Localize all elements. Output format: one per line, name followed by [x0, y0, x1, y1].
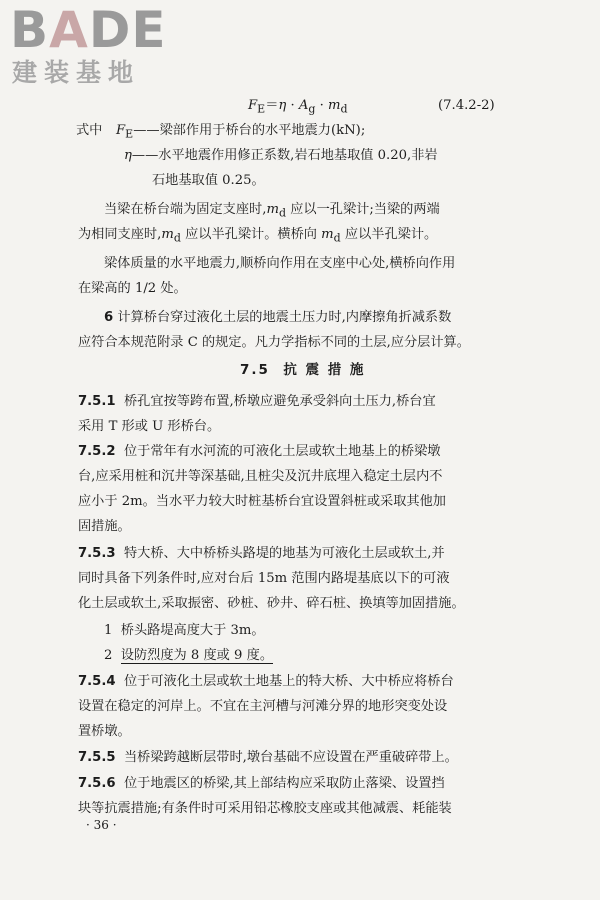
clause-7-5-3-item-2: 2 设防烈度为 8 度或 9 度。 [104, 648, 274, 663]
clause-7-5-3-cont-2: 化土层或软土,采取振密、砂桩、砂井、碎石桩、换填等加固措施。 [78, 596, 465, 611]
brand-logo: BADE [10, 1, 167, 59]
formula-var-eta: η——水平地震作用修正系数,岩石地基取值 0.20,非岩 [124, 148, 438, 163]
clause-7-5-4-cont-2: 置桥墩。 [78, 724, 131, 739]
clause-7-5-4-cont-1: 设置在稳定的河岸上。不宜在主河槽与河滩分界的地形突变处设 [78, 699, 448, 714]
paragraph-support-cont: 为相同支座时$,m_d$ 应以半孔梁计。横桥向 $m_d$ 应以半孔梁计。 [78, 227, 438, 245]
clause-7-5-3-item-1: 1 桥头路堤高度大于 3m。 [104, 623, 265, 638]
paragraph-liquefied-cont: 应符合本规范附录 C 的规定。凡力学指标不同的土层,应分层计算。 [78, 335, 470, 350]
paragraph-force-cont: 在梁高的 1/2 处。 [78, 281, 187, 296]
paragraph-force: 梁体质量的水平地震力,顺桥向作用在支座中心处,横桥向作用 [104, 256, 456, 271]
clause-7-5-3-cont-1: 同时具备下列条件时,应对台后 15m 范围内路堤基底以下的可液 [78, 571, 450, 586]
formula-where-label: 式中 [76, 123, 103, 138]
clause-7-5-1: 7.5.1 桥孔宜按等跨布置,桥墩应避免承受斜向土压力,桥台宜 [78, 394, 436, 409]
formula-var-eta-cont: 石地基取值 0.25。 [152, 173, 265, 188]
item-number: 6 [104, 310, 114, 325]
section-heading: 7.5 抗 震 措 施 [240, 362, 366, 378]
brand-watermark [10, 2, 180, 92]
clause-7-5-1-cont: 采用 T 形或 U 形桥台。 [78, 419, 221, 434]
paragraph-support: 当梁在桥台端为固定支座时$,m_d$ 应以一孔梁计;当梁的两端 [104, 202, 440, 220]
clause-7-5-2-cont-2: 应小于 2m。当水平力较大时桩基桥台宜设置斜桩或采取其他加 [78, 494, 446, 509]
formula-number: (7.4.2-2) [438, 98, 495, 113]
clause-7-5-4: 7.5.4 位于可液化土层或软土地基上的特大桥、大中桥应将桥台 [78, 674, 454, 689]
formula-var-fe: $F_E——$梁部作用于桥台的水平地震力(kN); [116, 123, 366, 141]
page-number: · 36 · [86, 818, 117, 832]
formula-expression: $F_E=\eta \cdot A_g \cdot m_d$ [248, 98, 348, 116]
clause-7-5-5: 7.5.5 当桥梁跨越断层带时,墩台基础不应设置在严重破碎带上。 [78, 750, 458, 765]
clause-7-5-2: 7.5.2 位于常年有水河流的可液化土层或软土地基上的桥梁墩 [78, 444, 441, 459]
paragraph-liquefied: 6 计算桥台穿过液化土层的地震土压力时,内摩擦角折减系数 [104, 310, 452, 325]
clause-7-5-6-cont: 块等抗震措施;有条件时可采用铅芯橡胶支座或其他减震、耗能装 [78, 801, 452, 816]
clause-7-5-2-cont-1: 台,应采用桩和沉井等深基础,且桩尖及沉井底埋入稳定土层内不 [78, 469, 443, 484]
clause-7-5-2-cont-3: 固措施。 [78, 519, 131, 534]
clause-7-5-3: 7.5.3 特大桥、大中桥桥头路堤的地基为可液化土层或软土,并 [78, 546, 445, 561]
brand-subtitle: 建装基地 [12, 58, 141, 87]
clause-7-5-6: 7.5.6 位于地震区的桥梁,其上部结构应采取防止落梁、设置挡 [78, 776, 445, 791]
